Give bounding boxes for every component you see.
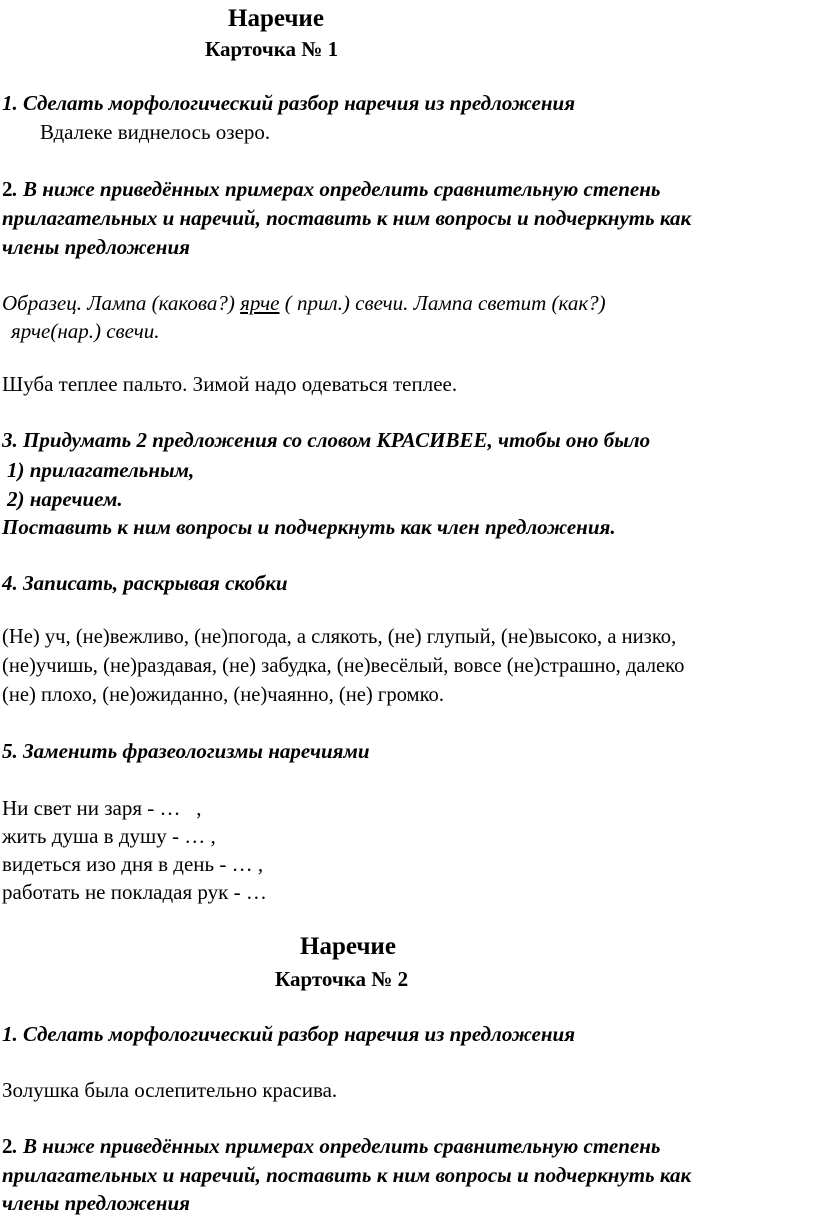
card1-task2-number: 2 [2,177,13,201]
card2-task2-line2: прилагательных и наречий, поставить к ним вопросы и подчеркнуть как [2,1163,692,1187]
card1-subtitle: Карточка № 1 [205,37,339,61]
card1-task5-line2: жить душа в душу - … , [2,824,216,848]
card1-task3-line1: 3. Придумать 2 предложения со словом КРАСИВЕЕ, чтобы оно было [2,428,651,452]
card1-task3-line2: 1) прилагательным, [7,458,195,482]
card1-task5-line4: работать не покладая рук - … [2,880,267,904]
card1-title: Наречие [228,5,324,32]
card1-task2-line1 [2,176,660,202]
card2-task1-sentence: Золушка была ослепительно красива. [2,1078,338,1102]
card2-task2-text: . В ниже приведённых примерах определить сравнительную степень [12,1134,661,1158]
card1-task4-line2: (не)учишь, (не)раздавая, (не) забудка, (не)весёлый, вовсе (не)страшно, далеко [2,655,685,677]
card1-task4-line3: (не) плохо, (не)ожиданно, (не)чаянно, (не) громко. [2,684,444,706]
card2-task2-line3: члены предложения [2,1191,190,1215]
card1-task1-sentence: Вдалеке виднелось озеро. [40,120,271,144]
card1-example-line2: ярче(нар.) свечи. [11,319,160,343]
card1-example-line1 [2,290,606,316]
card1-task4-line1: (Не) уч, (не)вежливо, (не)погода, а слякоть, (не) глупый, (не)высоко, а низко, [2,626,677,648]
card1-task3-line4: Поставить к ним вопросы и подчеркнуть как член предложения. [2,515,616,539]
example-underlined-word: ярче [240,291,280,315]
card1-task3-line3: 2) наречием. [7,487,123,511]
example-part1: Образец. Лампа (какова?) [2,291,241,315]
card1-task2-line3: члены предложения [2,235,190,259]
card1-task4-heading: 4. Записать, раскрывая скобки [2,571,288,595]
card2-task2-number: 2 [2,1134,13,1158]
card1-task5-heading: 5. Заменить фразеологизмы наречиями [2,739,370,763]
card1-task2-text: . В ниже приведённых примерах определить сравнительную степень [12,177,661,201]
card1-task2-line2: прилагательных и наречий, поставить к ним вопросы и подчеркнуть как [2,206,692,230]
card1-task1-heading: 1. Сделать морфологический разбор наречия из предложения [2,91,576,115]
example-part2: ( прил.) свечи. Лампа светит (как?) [279,291,606,315]
card1-task5-line1: Ни свет ни заря - … , [2,796,202,820]
card1-task5-line3: видеться изо дня в день - … , [2,852,264,876]
card2-title: Наречие [300,933,396,960]
card1-example-sentence: Шуба теплее пальто. Зимой надо одеваться теплее. [2,372,458,396]
card2-task1-heading: 1. Сделать морфологический разбор наречия из предложения [2,1022,576,1046]
card2-subtitle: Карточка № 2 [275,967,409,991]
card2-task2-line1 [2,1133,660,1159]
